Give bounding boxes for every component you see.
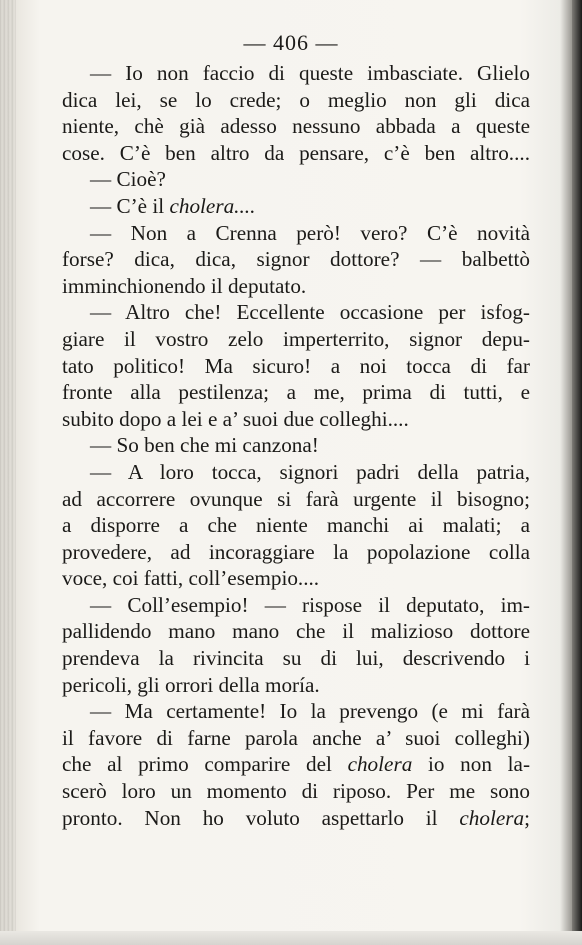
text-line: — Io non faccio di queste imbasciate. Glielo — [90, 61, 530, 85]
text-line: — A loro tocca, signori padri della patria, — [90, 459, 530, 484]
text-line: a disporre a che niente manchi ai malati; a — [62, 513, 530, 538]
text-line: dica lei, se lo crede; o meglio non gli dica — [62, 87, 530, 112]
text-line: forse? dica, dica, signor dottore? — balbettò — [62, 247, 530, 272]
text-line: pericoli, gli orrori della moría. — [62, 672, 320, 697]
text-line: — So ben che mi canzona! — [90, 433, 319, 458]
text-line: — Non a Crenna però! vero? C’è novità — [90, 220, 530, 245]
text-line: — Altro che! Eccellente occasione per isfog- — [90, 300, 530, 325]
text-line: imminchionendo il deputato. — [62, 273, 307, 298]
text-line: giare il vostro zelo imperterrito, signor depu- — [62, 326, 530, 351]
page-bottom-edge — [0, 931, 582, 945]
italic-term: cholera — [459, 805, 525, 830]
text-line: provedere, ad incoraggiare la popolazione colla — [62, 539, 530, 564]
text-line: pronto. Non ho voluto aspettarlo il cholera; — [62, 805, 530, 830]
body-text — [62, 60, 530, 831]
page-right-edge — [572, 0, 582, 945]
text-line: pallidendo mano mano che il malizioso dottore — [62, 619, 530, 644]
text-line: fronte alla pestilenza; a me, prima di tutti, e — [62, 380, 530, 405]
text-line: — Cioè? — [90, 167, 166, 192]
italic-term: cholera.... — [169, 193, 256, 218]
text-line: — C’è il cholera.... — [90, 193, 256, 218]
text-line: che al primo comparire del cholera io non la- — [62, 752, 530, 777]
text-line: niente, chè già adesso nessuno abbada a queste — [62, 114, 530, 139]
italic-term: cholera — [347, 752, 413, 777]
text-line: il favore di farne parola anche a’ suoi colleghi) — [62, 725, 530, 750]
page-number: — 406 — — [243, 30, 339, 55]
text-line: — Coll’esempio! — rispose il deputato, im- — [90, 592, 530, 617]
text-line: subito dopo a lei e a’ suoi due colleghi.... — [62, 406, 409, 431]
text-line: cose. C’è ben altro da pensare, c’è ben altro.... — [62, 140, 530, 165]
text-line: ad accorrere ovunque si farà urgente il bisogno; — [62, 486, 530, 511]
text-line: scerò loro un momento di riposo. Per me sono — [62, 779, 530, 804]
page-gutter-shadow — [0, 0, 16, 945]
text-line: voce, coi fatti, coll’esempio.... — [62, 566, 320, 591]
text-line: tato politico! Ma sicuro! a noi tocca di far — [62, 353, 530, 378]
text-line: prendeva la rivincita su di lui, descrivendo i — [62, 646, 530, 671]
text-line: — Ma certamente! Io la prevengo (e mi farà — [90, 699, 530, 724]
